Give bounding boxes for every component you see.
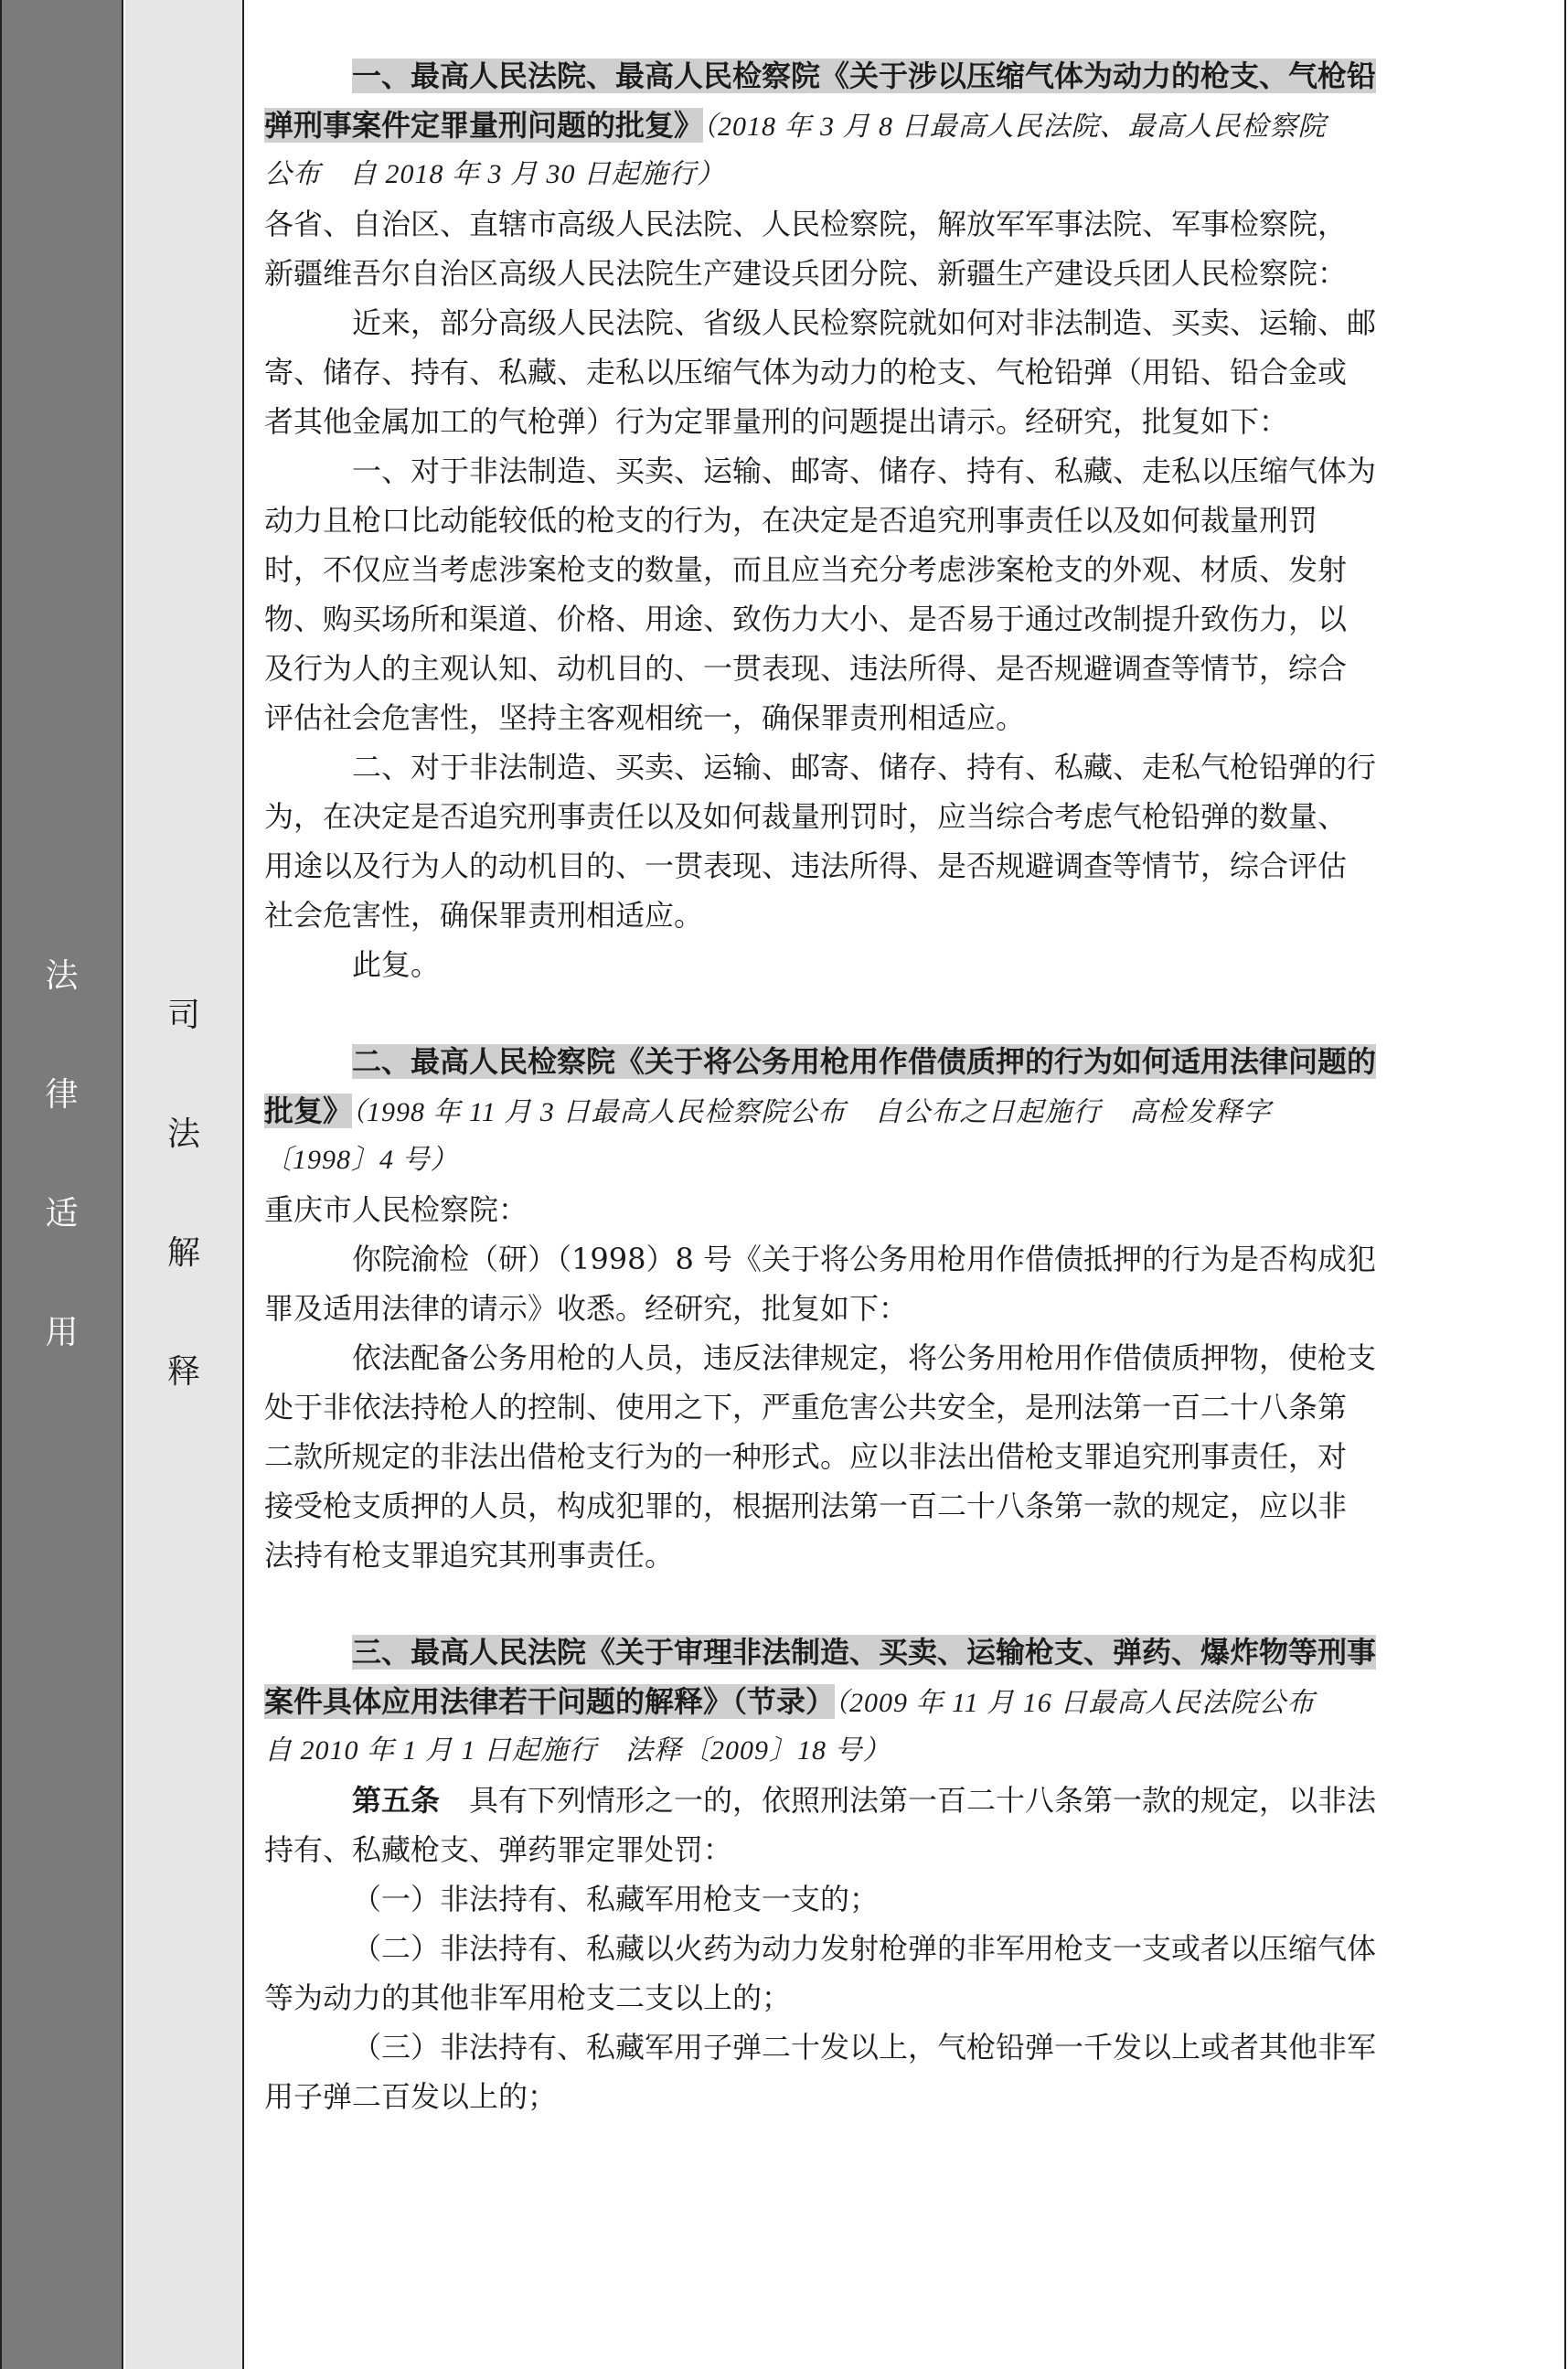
- section1-meta-line3: 公布 自 2018 年 3 月 30 日起施行）: [264, 159, 725, 189]
- section-gap: [264, 1580, 1544, 1627]
- paragraph-line: 为，在决定是否追究刑事责任以及如何裁量刑罚时，应当综合考虑气枪铅弹的数量、: [264, 799, 1348, 834]
- paragraph-line: 用子弹二百发以上的；: [264, 2079, 558, 2114]
- category-char-2: 律: [45, 1076, 79, 1114]
- subcategory-char-1: 司: [166, 997, 200, 1034]
- section1-heading-highlight: 一、最高人民法院、最高人民检察院《关于涉以压缩气体为动力的枪支、气枪铅: [352, 59, 1377, 93]
- paragraph-line: 你院渝检（研）（1998）8 号《关于将公务用枪用作借债抵押的行为是否构成犯: [352, 1242, 1376, 1276]
- paragraph-line: 评估社会危害性，坚持主客观相统一，确保罪责刑相适应。: [264, 700, 1026, 735]
- section2-meta-line3: 〔1998〕4 号）: [264, 1145, 459, 1175]
- section3-meta: （2009 年 11 月 16 日最高人民法院公布: [835, 1688, 1316, 1718]
- section3-heading-highlight-2: 案件具体应用法律若干问题的解释》（节录）: [264, 1684, 836, 1719]
- section-gap: [264, 989, 1544, 1037]
- paragraph-line: 近来，部分高级人民法院、省级人民检察院就如何对非法制造、买卖、运输、邮: [352, 305, 1377, 340]
- category-char-1: 法: [45, 957, 79, 995]
- paragraph-line: 持有、私藏枪支、弹药罪定罪处罚：: [264, 1832, 733, 1867]
- article-line: [264, 1776, 1544, 1825]
- section2-heading-line2: [264, 1086, 1544, 1136]
- paragraph-line: 物、购买场所和渠道、价格、用途、致伤力大小、是否易于通过改制提升致伤力，以: [264, 602, 1348, 636]
- paragraph-line: 处于非依法持枪人的控制、使用之下，严重危害公共安全，是刑法第一百二十八条第: [264, 1390, 1348, 1425]
- paragraph-line: 等为动力的其他非军用枪支二支以上的；: [264, 1980, 792, 2015]
- document-content: [264, 51, 1544, 2121]
- article-text: 具有下列情形之一的，依照刑法第一百二十八条第一款的规定，以非法: [440, 1783, 1377, 1818]
- subcategory-column: [125, 0, 244, 2369]
- paragraph-line: 二、对于非法制造、买卖、运输、邮寄、储存、持有、私藏、走私气枪铅弹的行: [352, 750, 1377, 784]
- paragraph-line: 一、对于非法制造、买卖、运输、邮寄、储存、持有、私藏、走私以压缩气体为: [352, 454, 1377, 488]
- article-label: 第五条: [352, 1783, 441, 1818]
- section1-heading-line1: [264, 51, 1544, 101]
- section3-heading-line2: [264, 1677, 1544, 1726]
- category-char-4: 用: [45, 1314, 79, 1351]
- category-column: [2, 0, 123, 2369]
- section3-heading-highlight: 三、最高人民法院《关于审理非法制造、买卖、运输枪支、弹药、爆炸物等刑事: [352, 1635, 1377, 1670]
- paragraph-line: 者其他金属加工的气枪弹）行为定罪量刑的问题提出请示。经研究，批复如下：: [264, 404, 1289, 439]
- paragraph-line: 各省、自治区、直辖市高级人民法院、人民检察院，解放军军事法院、军事检察院，: [264, 207, 1348, 241]
- paragraph-line: 寄、储存、持有、私藏、走私以压缩气体为动力的枪支、气枪铅弹（用铅、铅合金或: [264, 355, 1348, 389]
- paragraph-line: 新疆维吾尔自治区高级人民法院生产建设兵团分院、新疆生产建设兵团人民检察院：: [264, 256, 1348, 291]
- section2-heading-line1: [264, 1037, 1544, 1086]
- subcategory-char-2: 法: [166, 1115, 200, 1153]
- category-char-3: 适: [45, 1195, 79, 1233]
- paragraph-line: 重庆市人民检察院：: [264, 1192, 528, 1227]
- paragraph-line: 时，不仅应当考虑涉案枪支的数量，而且应当充分考虑涉案枪支的外观、材质、发射: [264, 552, 1348, 587]
- subcategory-char-3: 解: [166, 1234, 200, 1272]
- paragraph-line: （三）非法持有、私藏军用子弹二十发以上，气枪铅弹一千发以上或者其他非军: [352, 2030, 1377, 2065]
- section1-meta: （2018 年 3 月 8 日最高人民法院、最高人民检察院: [703, 112, 1327, 142]
- section2-meta: （1998 年 11 月 3 日最高人民检察院公布 自公布之日起施行 高检发释字: [352, 1097, 1272, 1127]
- paragraph-line: （一）非法持有、私藏军用枪支一支的；: [352, 1882, 880, 1916]
- paragraph-line: 社会危害性，确保罪责刑相适应。: [264, 898, 704, 933]
- paragraph-line: 罪及适用法律的请示》收悉。经研究，批复如下：: [264, 1291, 909, 1326]
- section1-heading-line2: [264, 101, 1544, 150]
- section1-heading-highlight-2: 弹刑事案件定罪量刑问题的批复》: [264, 108, 704, 143]
- subcategory-char-4: 释: [166, 1353, 200, 1391]
- paragraph-line: 接受枪支质押的人员，构成犯罪的，根据刑法第一百二十八条第一款的规定，应以非: [264, 1489, 1348, 1523]
- paragraph-line: （二）非法持有、私藏以火药为动力发射枪弹的非军用枪支一支或者以压缩气体: [352, 1931, 1377, 1966]
- paragraph-line: 二款所规定的非法出借枪支行为的一种形式。应以非法出借枪支罪追究刑事责任，对: [264, 1439, 1348, 1474]
- paragraph-line: 用途以及行为人的动机目的、一贯表现、违法所得、是否规避调查等情节，综合评估: [264, 848, 1348, 883]
- paragraph-line: 依法配备公务用枪的人员，违反法律规定，将公务用枪用作借债质押物，使枪支: [352, 1340, 1377, 1375]
- paragraph-line: 此复。: [352, 947, 441, 982]
- section2-heading-highlight: 二、最高人民检察院《关于将公务用枪用作借债质押的行为如何适用法律问题的: [352, 1044, 1377, 1079]
- section3-meta-line3: 自 2010 年 1 月 1 日起施行 法释〔2009〕18 号）: [264, 1735, 891, 1766]
- paragraph-line: 法持有枪支罪追究其刑事责任。: [264, 1538, 675, 1573]
- section3-heading-line1: [264, 1627, 1544, 1677]
- paragraph-line: 动力且枪口比动能较低的枪支的行为，在决定是否追究刑事责任以及如何裁量刑罚: [264, 503, 1318, 538]
- paragraph-line: 及行为人的主观认知、动机目的、一贯表现、违法所得、是否规避调查等情节，综合: [264, 651, 1348, 686]
- section2-heading-highlight-2: 批复》: [264, 1094, 353, 1128]
